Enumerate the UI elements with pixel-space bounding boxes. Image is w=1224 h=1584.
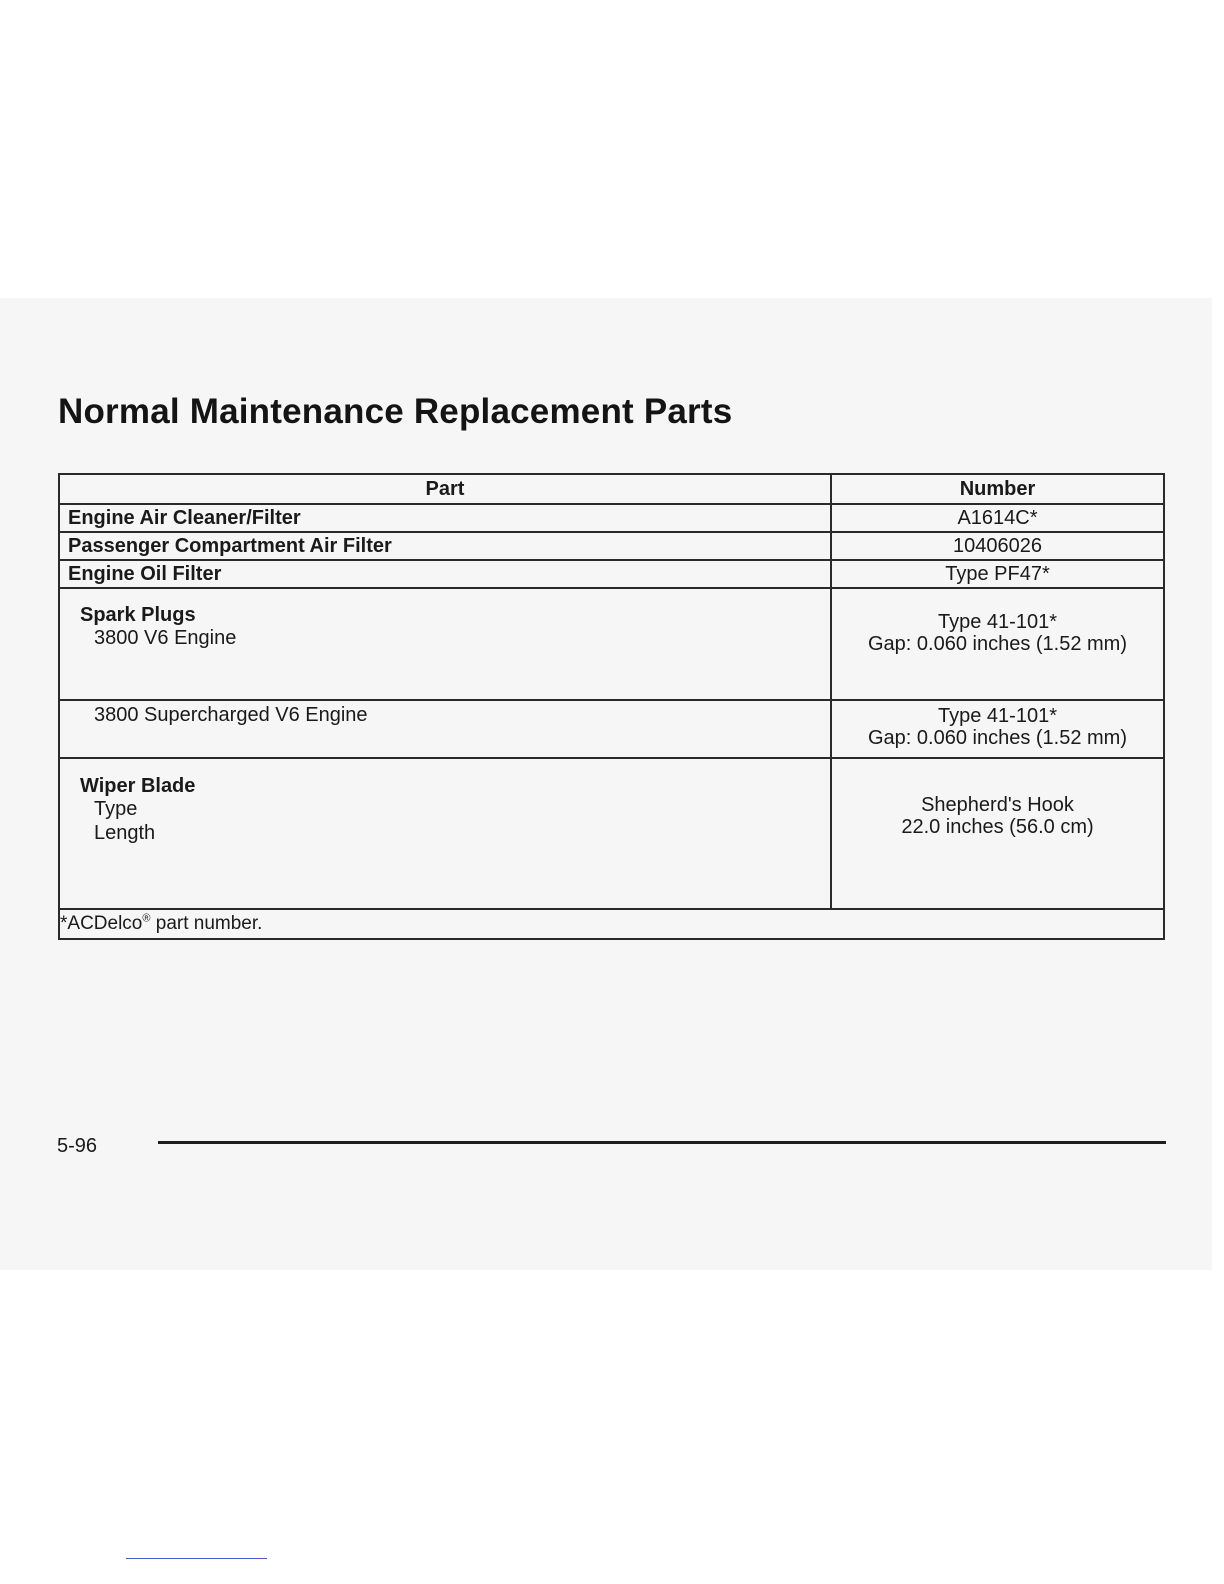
part-name: Engine Oil Filter [59, 560, 831, 588]
footnote-prefix: *ACDelco [60, 913, 143, 934]
supercharged-engine: 3800 Supercharged V6 Engine [94, 704, 368, 726]
spark-plugs-heading: Spark Plugs [80, 604, 196, 626]
header-part: Part [59, 474, 831, 504]
supercharged-part-cell [59, 700, 831, 758]
bottom-edge-line [126, 1558, 267, 1559]
replacement-parts-table [58, 473, 1165, 940]
spark-plugs-type: Type 41-101* [938, 611, 1057, 633]
spark-plugs-engine: 3800 V6 Engine [94, 627, 237, 649]
wiper-blade-part-cell [59, 758, 831, 909]
wiper-blade-length-label: Length [94, 822, 156, 844]
supercharged-gap: Gap: 0.060 inches (1.52 mm) [867, 727, 1127, 749]
footnote-row [59, 909, 1164, 939]
table-row [59, 532, 1164, 560]
footer-rule [158, 1141, 1166, 1144]
spark-plugs-row [59, 588, 1164, 700]
wiper-blade-row [59, 758, 1164, 909]
page-title: Normal Maintenance Replacement Parts [58, 392, 733, 431]
supercharged-row [59, 700, 1164, 758]
spark-plugs-part-cell [59, 588, 831, 700]
wiper-blade-heading: Wiper Blade [80, 775, 196, 797]
part-number: 10406026 [831, 532, 1164, 560]
footnote-suffix: part number. [150, 913, 263, 934]
page-number: 5-96 [57, 1135, 98, 1157]
footnote [59, 909, 1164, 939]
table-header-row [59, 474, 1164, 504]
part-number: Type PF47* [831, 560, 1164, 588]
part-name: Passenger Compartment Air Filter [59, 532, 831, 560]
wiper-blade-type-value: Shepherd's Hook [921, 794, 1074, 816]
wiper-blade-number-cell [831, 758, 1164, 909]
part-name: Engine Air Cleaner/Filter [59, 504, 831, 532]
header-number: Number [831, 474, 1164, 504]
wiper-blade-length-value: 22.0 inches (56.0 cm) [901, 816, 1094, 838]
supercharged-type: Type 41-101* [938, 705, 1057, 727]
table-row [59, 560, 1164, 588]
registered-mark: ® [142, 912, 151, 925]
part-number: A1614C* [831, 504, 1164, 532]
wiper-blade-type-label: Type [94, 798, 138, 820]
table-row [59, 504, 1164, 532]
spark-plugs-gap: Gap: 0.060 inches (1.52 mm) [867, 633, 1127, 655]
supercharged-number-cell [831, 700, 1164, 758]
spark-plugs-number-cell [831, 588, 1164, 700]
